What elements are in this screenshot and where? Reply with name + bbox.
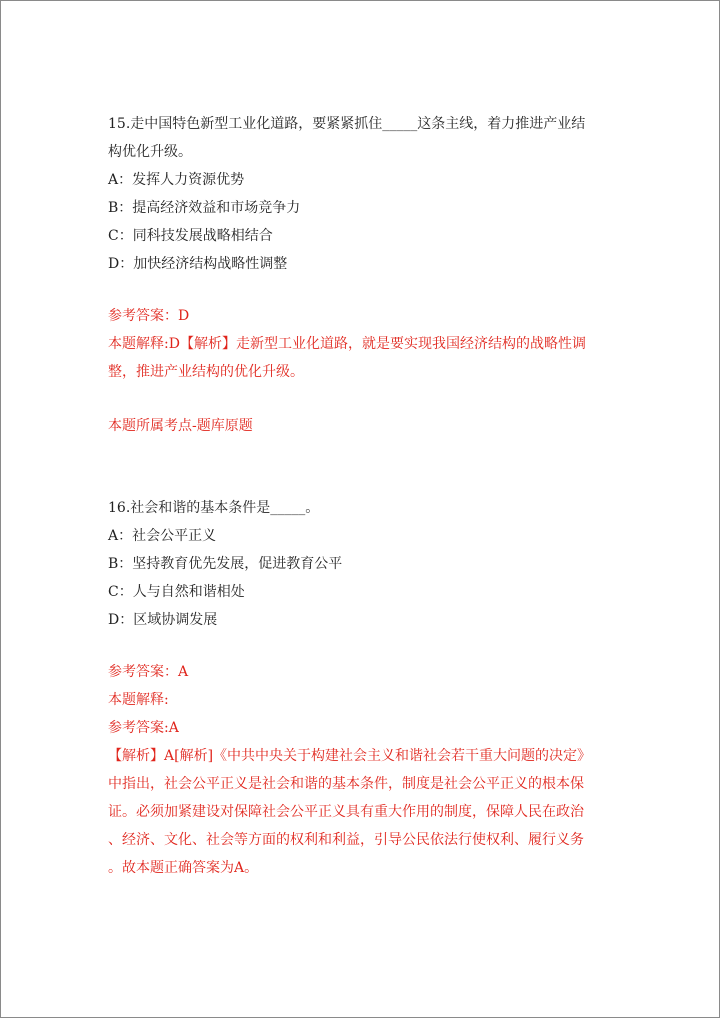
q16-option-d: D：区域协调发展	[108, 612, 218, 628]
q15-explanation-line2: 整，推进产业结构的优化升级。	[108, 364, 304, 380]
q16-answer-repeat: 参考答案:A	[108, 720, 179, 736]
q15-option-d: D：加快经济结构战略性调整	[108, 256, 288, 272]
q16-answer: 参考答案：A	[108, 664, 189, 680]
q15-answer: 参考答案：D	[108, 308, 190, 324]
q16-option-b: B：坚持教育优先发展，促进教育公平	[108, 556, 343, 572]
q15-option-c: C：同科技发展战略相结合	[108, 228, 273, 244]
q15-explanation-line1: 本题解释:D【解析】走新型工业化道路，就是要实现我国经济结构的战略性调	[108, 336, 586, 352]
q16-option-a: A：社会公平正义	[108, 528, 217, 544]
q15-option-a: A：发挥人力资源优势	[108, 172, 245, 188]
q16-stem: 16.社会和谐的基本条件是_____。	[108, 500, 320, 516]
q16-explanation-line2: 中指出，社会公平正义是社会和谐的基本条件，制度是社会公平正义的根本保	[108, 776, 584, 792]
question-16	[108, 494, 628, 634]
q15-answer-block	[108, 302, 628, 386]
q15-topic-tag: 本题所属考点-题库原题	[108, 418, 253, 434]
document-content	[108, 110, 628, 882]
q16-option-c: C：人与自然和谐相处	[108, 584, 245, 600]
q16-explanation-line1: 【解析】A[解析]《中共中央关于构建社会主义和谐社会若干重大问题的决定》	[108, 748, 592, 764]
q15-stem-line2: 构优化升级。	[108, 144, 192, 160]
q16-explanation-line4: 、经济、文化、社会等方面的权利和利益，引导公民依法行使权利、履行义务	[108, 832, 584, 848]
question-15	[108, 110, 628, 278]
q16-explanation-label: 本题解释:	[108, 692, 169, 708]
q16-explanation-line5: 。故本题正确答案为A。	[108, 860, 259, 876]
q15-option-b: B：提高经济效益和市场竞争力	[108, 200, 301, 216]
q16-answer-block	[108, 658, 628, 882]
q16-explanation-line3: 证。必须加紧建设对保障社会公平正义具有重大作用的制度，保障人民在政治	[108, 804, 584, 820]
q15-stem-line1: 15.走中国特色新型工业化道路，要紧紧抓住_____这条主线，着力推进产业结	[108, 116, 586, 132]
